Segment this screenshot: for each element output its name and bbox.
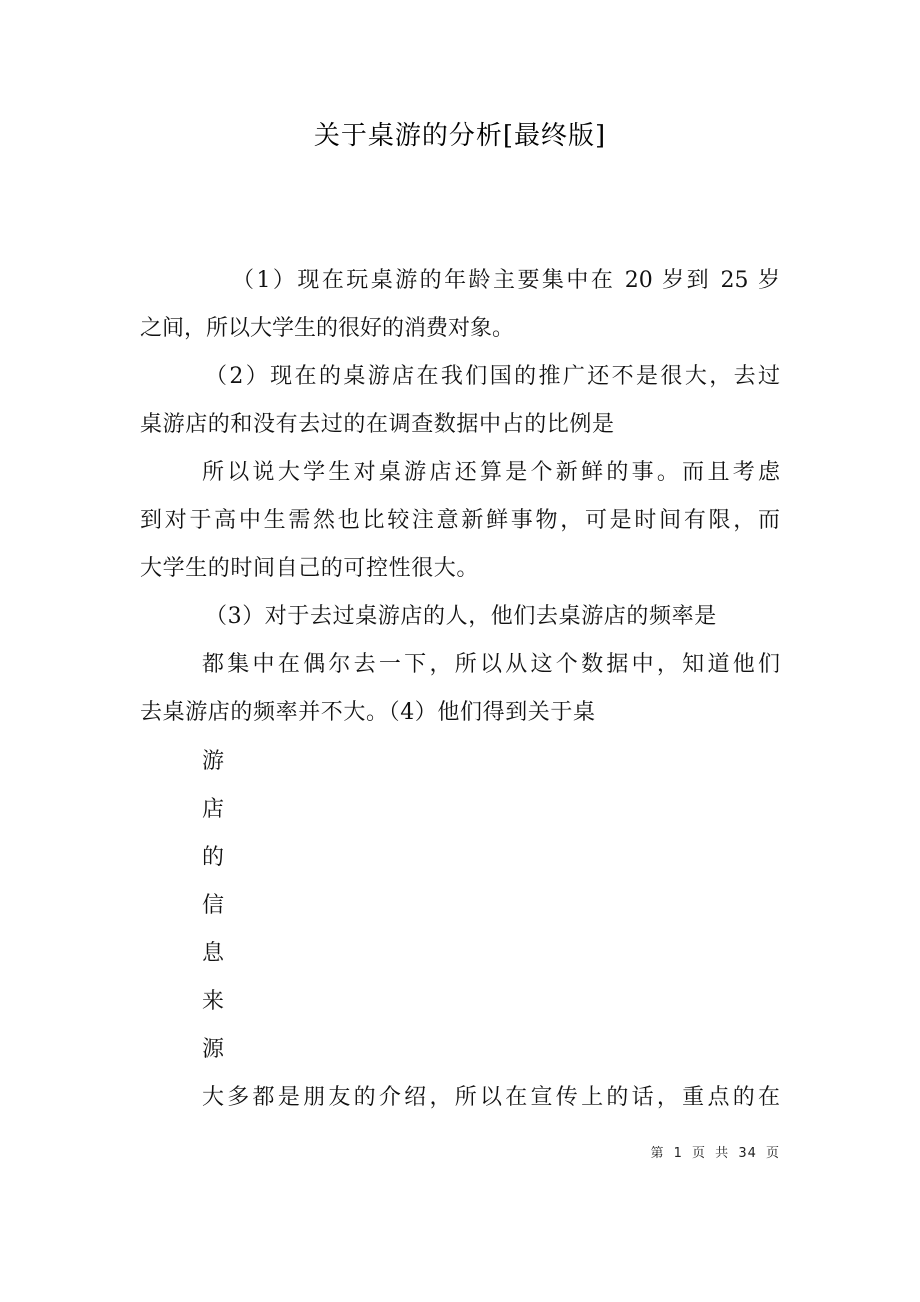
document-title: 关于桌游的分析[最终版] <box>313 121 607 151</box>
vertical-char-1: 游 <box>202 749 225 774</box>
paragraph-4-line-3: 去桌游店的频率并不大。（4）他们得到关于桌 <box>140 700 596 725</box>
paragraph-2-line-1: （2）现在的桌游店在我们国的推广还不是很大，去过 <box>205 364 780 389</box>
vertical-char-6: 来 <box>202 989 225 1014</box>
vertical-char-7: 源 <box>202 1037 225 1062</box>
vertical-char-5: 息 <box>202 941 225 966</box>
paragraph-1-line-2: 之间，所以大学生的很好的消费对象。 <box>140 316 515 341</box>
vertical-char-4: 信 <box>202 893 225 918</box>
vertical-char-2: 店 <box>202 797 225 822</box>
paragraph-4-line-2: 都集中在偶尔去一下，所以从这个数据中，知道他们 <box>202 652 780 677</box>
paragraph-3-line-3: 大学生的时间自己的可控性很大。 <box>140 556 480 581</box>
page-number-footer: 第 1 页 共 34 页 <box>650 1146 780 1161</box>
paragraph-3-line-2: 到对于高中生需然也比较注意新鲜事物，可是时间有限，而 <box>140 508 780 533</box>
paragraph-2-line-2: 桌游店的和没有去过的在调查数据中占的比例是 <box>140 412 615 437</box>
paragraph-5-line-1: 大多都是朋友的介绍，所以在宣传上的话，重点的在 <box>202 1085 780 1110</box>
vertical-char-3: 的 <box>202 845 225 870</box>
paragraph-4-line-1: （3）对于去过桌游店的人，他们去桌游店的频率是 <box>205 604 717 629</box>
paragraph-1-line-1: （1）现在玩桌游的年龄主要集中在 20 岁到 25 岁 <box>232 268 780 293</box>
paragraph-3-line-1: 所以说大学生对桌游店还算是个新鲜的事。而且考虑 <box>202 460 780 485</box>
